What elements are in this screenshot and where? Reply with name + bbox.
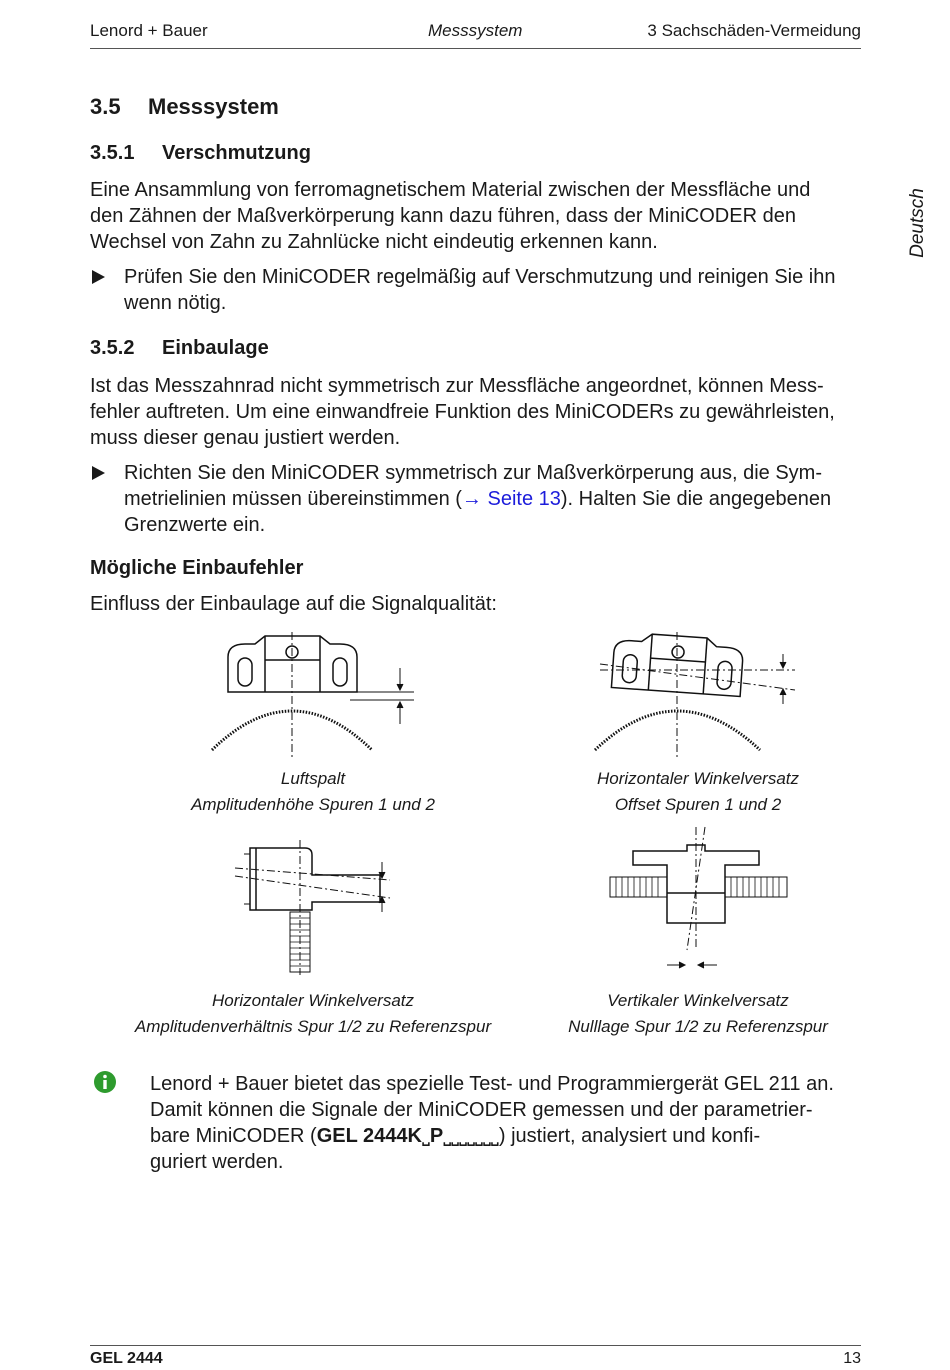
figure-caption-4 — [498, 988, 898, 1040]
bullet-item — [90, 264, 865, 316]
subsection-number: 3.5.1 — [90, 142, 135, 164]
bullet-triangle-icon — [92, 270, 105, 284]
figure-luftspalt — [200, 632, 420, 762]
product-code: GEL 2444K˽P˽˽˽˽˽˽˽ — [316, 1125, 499, 1147]
text-line: Damit können die Signale der MiniCODER gemessen und der parametrier- — [150, 1099, 813, 1121]
figure-horizontal-offset — [585, 632, 810, 762]
text-line: Richten Sie den MiniCODER symmetrisch zur Maßverkörperung aus, die Sym- — [124, 462, 822, 484]
text-line: fehler auftreten. Um eine einwandfreie Funktion des MiniCODERs zu gewährleisten, — [90, 401, 835, 423]
figure-caption-1 — [113, 766, 513, 818]
figure-caption-2 — [498, 766, 898, 818]
text-line: wenn nötig. — [124, 292, 227, 314]
caption-line: Nulllage Spur 1/2 zu Referenzspur — [568, 1017, 828, 1036]
footer-rule — [90, 1345, 861, 1346]
text-line: Lenord + Bauer bietet das spezielle Test- und Programmiergerät GEL 211 an. — [150, 1073, 834, 1095]
text-line — [124, 486, 865, 512]
subsection-number: 3.5.2 — [90, 337, 135, 359]
subsection-heading-1 — [90, 142, 311, 165]
header-rule — [90, 48, 861, 49]
caption-line: Horizontaler Winkelversatz — [596, 769, 800, 788]
errors-heading: Mögliche Einbaufehler — [90, 557, 304, 579]
page-link[interactable]: → Seite 13 — [461, 488, 561, 510]
text-line: Ist das Messzahnrad nicht symmetrisch zur Messfläche angeordnet, können Mess- — [90, 375, 824, 397]
text-line: Wechsel von Zahn zu Zahnlücke nicht eindeutig erkennen kann. — [90, 231, 658, 253]
section-number: 3.5 — [90, 94, 121, 119]
text-line: Grenzwerte ein. — [124, 514, 266, 536]
subsection-title: Einbaulage — [162, 337, 269, 359]
caption-line: Amplitudenverhältnis Spur 1/2 zu Referenzspur — [134, 1017, 492, 1036]
figure-vertical-offset — [605, 825, 795, 975]
paragraph-verschmutzung — [90, 177, 865, 255]
bullet-triangle-icon — [92, 466, 105, 480]
caption-line: Amplitudenhöhe Spuren 1 und 2 — [191, 795, 435, 814]
page-number: 13 — [843, 1350, 861, 1367]
header-left: Lenord + Bauer — [90, 21, 208, 40]
text-line — [150, 1123, 865, 1149]
side-tab — [898, 183, 938, 263]
caption-line: Horizontaler Winkelversatz — [211, 991, 415, 1010]
subsection-title: Verschmutzung — [162, 142, 311, 164]
info-icon — [93, 1070, 117, 1094]
subsection-heading-2 — [90, 337, 269, 360]
caption-line: Offset Spuren 1 und 2 — [614, 795, 782, 814]
text-line: Prüfen Sie den MiniCODER regelmäßig auf Verschmutzung und reinigen Sie ihn — [124, 266, 836, 288]
errors-intro: Einfluss der Einbaulage auf die Signalqualität: — [90, 593, 497, 615]
text-fragment: ). Halten Sie die angegebenen — [560, 488, 832, 510]
text-fragment: bare MiniCODER ( — [150, 1125, 317, 1147]
text-line: guriert werden. — [150, 1151, 284, 1173]
caption-line: Vertikaler Winkelversatz — [607, 991, 789, 1010]
bullet-item — [90, 460, 865, 538]
side-tab-label: Deutsch — [907, 188, 928, 258]
text-fragment: ) justiert, analysiert und konfi- — [498, 1125, 761, 1147]
figure-caption-3 — [113, 988, 513, 1040]
text-line: muss dieser genau justiert werden. — [90, 427, 401, 449]
section-title: Messsystem — [148, 94, 279, 119]
info-note — [150, 1071, 865, 1175]
figure-horizontal-amplitude — [230, 840, 400, 975]
text-fragment: metrielinien müssen übereinstimmen ( — [124, 488, 462, 510]
section-heading — [90, 94, 279, 120]
header-center: Messsystem — [428, 21, 523, 40]
text-line: Eine Ansammlung von ferromagnetischem Material zwischen der Messfläche und — [90, 179, 811, 201]
caption-line: Luftspalt — [280, 769, 346, 788]
paragraph-einbaulage — [90, 373, 865, 451]
text-line: den Zähnen der Maßverkörperung kann dazu führen, dass der MiniCODER den — [90, 205, 796, 227]
footer-doc-id: GEL 2444 — [90, 1350, 163, 1367]
header-right: 3 Sachschäden-Vermeidung — [647, 21, 861, 40]
